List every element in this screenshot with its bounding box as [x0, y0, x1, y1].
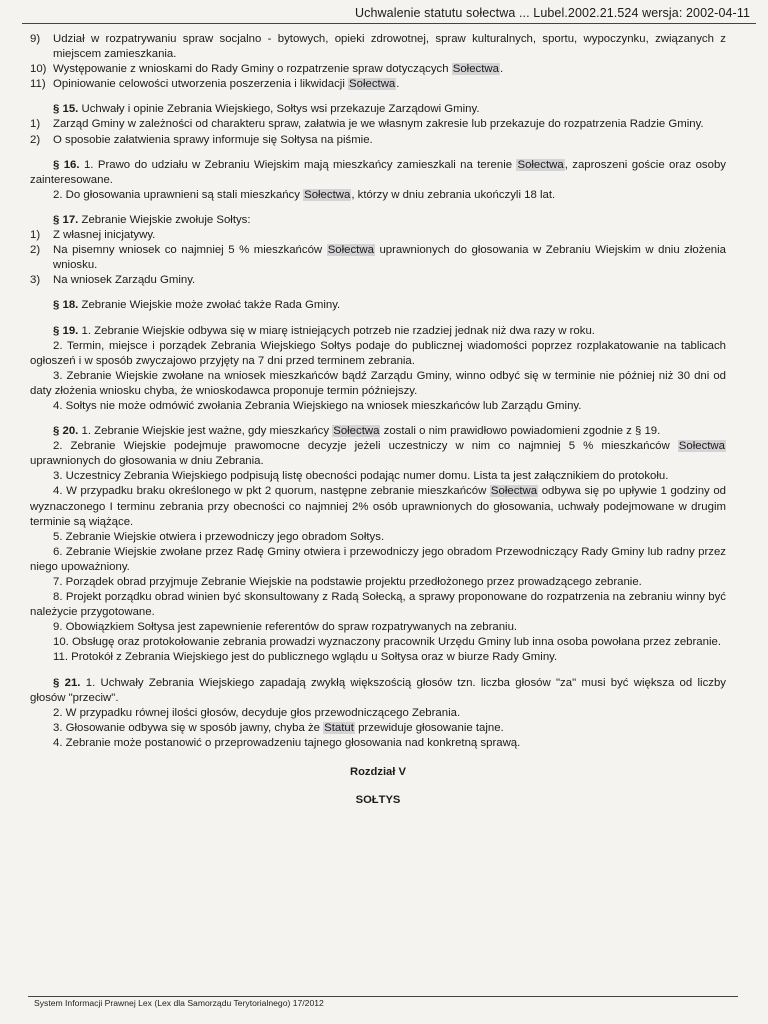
- list-text: Występowanie z wnioskami do Rady Gminy o rozpatrzenie spraw dotyczących: [53, 63, 452, 76]
- para-text-end: odbywa się po upływie 1 godziny od wyznaczonego I terminu zebrania przy obecności co najmniej 2% osób uprawnionych do głosowania, uchwały podejmowane w drugim terminie są wiążące.: [30, 485, 726, 528]
- chapter-title: SOŁTYS: [355, 794, 401, 807]
- list-item: [30, 117, 726, 132]
- list-text-end: .: [396, 78, 400, 91]
- list-item: [30, 62, 726, 77]
- para-text: 1. Zebranie Wiejskie odbywa się w miarę istniejących potrzeb nie rzadziej jednak niż dwa razy w roku.: [81, 324, 595, 337]
- list-item: [30, 243, 726, 273]
- section-20-para-11: 11. Protokół z Zebrania Wiejskiego jest do publicznego wglądu u Sołtysa oraz w biurze Rady Gminy.: [53, 651, 558, 664]
- section-heading: § 17.: [53, 213, 79, 226]
- list-number: 3): [30, 274, 41, 287]
- section-19-para-2: 2. Termin, miejsce i porządek Zebrania Wiejskiego Sołtys podaje do publicznej wiadomości poprzez rozplakatowanie na tablicach ogłoszeń i w sposób zwyczajowo przyjęty na 7 dni przed terminem zebrania.: [30, 339, 726, 367]
- highlighted-term: Sołectwa: [349, 78, 396, 91]
- section-19-para-4: 4. Sołtys nie może odmówić zwołania Zebrania Wiejskiego na wniosek mieszkańców lub Zarządu Gminy.: [53, 399, 582, 412]
- section-21-para-1: [30, 676, 726, 706]
- list-text-end: .: [499, 63, 504, 76]
- section-20-para-3: 3. Uczestnicy Zebrania Wiejskiego podpisują listę obecności podając numer domu. Lista ta jest załącznikiem do protokołu.: [53, 470, 669, 483]
- section-19-para-1: [30, 324, 726, 339]
- section-20-para-1: [30, 424, 726, 439]
- section-20-para-8: 8. Projekt porządku obrad winien być skonsultowany z Radą Sołecką, a sprawy proponowane do rozpatrzenia na zebraniu winny być należycie przygotowane.: [30, 591, 726, 619]
- highlighted-term: Statut: [324, 721, 354, 734]
- document-header: Uchwalenie statutu sołectwa ... Lubel.2002.21.524 wersja: 2002-04-11: [354, 6, 750, 20]
- list-item: [30, 273, 726, 288]
- para-text-end: , zaproszeni goście oraz osoby zainteresowane.: [30, 158, 726, 186]
- section-20-para-4: [30, 484, 726, 529]
- list-text: Udział w rozpatrywaniu spraw socjalno - bytowych, opieki zdrowotnej, spraw kulturalnych, sportu, wypoczynku, związanych z miejscem zamieszkania.: [53, 33, 726, 61]
- para-text: 4. W przypadku braku określonego w pkt 2 quorum, następne zebranie mieszkańców: [53, 485, 490, 498]
- para-text-end: zostali o nim prawidłowo powiadomieni zgodnie z § 19.: [380, 425, 661, 438]
- section-heading: § 18.: [53, 299, 79, 312]
- list-number: 1): [30, 118, 41, 131]
- highlighted-term: Sołectwa: [678, 440, 725, 453]
- document-body: [30, 32, 726, 808]
- footer-divider: [28, 996, 738, 997]
- header-divider: [22, 23, 756, 24]
- list-text: Na wniosek Zarządu Gminy.: [53, 274, 196, 287]
- section-heading: § 15.: [53, 103, 79, 116]
- para-text: 2. Zebranie Wiejskie podejmuje prawomocne decyzje jeżeli uczestniczy w nim co najmniej 5 % mieszkańców: [53, 440, 678, 453]
- list-text: Opiniowanie celowości utworzenia poszerzenia i likwidacji: [53, 78, 349, 91]
- section-text: Uchwały i opinie Zebrania Wiejskiego, Sołtys wsi przekazuje Zarządowi Gminy.: [81, 103, 480, 116]
- section-16-para-2: [30, 188, 726, 203]
- highlighted-term: Sołectwa: [517, 158, 564, 171]
- list-text: Z własnej inicjatywy.: [53, 229, 156, 242]
- para-text: 1. Prawo do udziału w Zebraniu Wiejskim mają mieszkańcy zamieszkali na terenie: [83, 158, 517, 171]
- list-item: [30, 228, 726, 243]
- section-19-para-3: 3. Zebranie Wiejskie zwołane na wniosek mieszkańców bądź Zarządu Gminy, winno odbyć się w terminie nie później niż 30 dni od daty złożenia wniosku chyba, że wnioskodawca proponuje termin późniejszy.: [30, 369, 726, 397]
- section-heading: § 20.: [53, 425, 79, 438]
- section-15: [30, 102, 726, 117]
- list-number: 10): [30, 63, 47, 76]
- highlighted-term: Sołectwa: [304, 188, 351, 201]
- para-text-end: , którzy w dniu zebrania ukończyli 18 lat.: [351, 188, 556, 201]
- section-20-para-9: 9. Obowiązkiem Sołtysa jest zapewnienie referentów do spraw rozpatrywanych na zebraniu.: [53, 621, 518, 634]
- section-21-para-2: 2. W przypadku równej ilości głosów, decyduje głos przewodniczącego Zebrania.: [53, 706, 461, 719]
- list-number: 2): [30, 244, 41, 257]
- para-text: 2. Do głosowania uprawnieni są stali mieszkańcy: [53, 188, 304, 201]
- section-20-para-5: 5. Zebranie Wiejskie otwiera i przewodniczy jego obradom Sołtys.: [53, 530, 385, 543]
- list-text: Na pisemny wniosek co najmniej 5 % mieszkańców: [53, 244, 327, 257]
- para-text: 3. Głosowanie odbywa się w sposób jawny, chyba że: [53, 721, 324, 734]
- list-item: [30, 32, 726, 62]
- para-text: 1. Uchwały Zebrania Wiejskiego zapadają zwykłą większością głosów tzn. liczba głosów "za" musi być większa od liczby głosów "przeciw".: [30, 676, 726, 704]
- chapter-label: Rozdział V: [350, 766, 406, 779]
- highlighted-term: Sołectwa: [490, 485, 538, 498]
- section-heading: § 16.: [53, 158, 80, 171]
- section-18: [30, 298, 726, 313]
- highlighted-term: Sołectwa: [327, 244, 374, 257]
- highlighted-term: Sołectwa: [333, 425, 380, 438]
- section-21-para-3: [30, 721, 726, 736]
- section-20-para-7: 7. Porządek obrad przyjmuje Zebranie Wiejskie na podstawie projektu przedłożonego przez prowadzącego zebranie.: [53, 576, 642, 588]
- list-number: 2): [30, 133, 41, 146]
- section-heading: § 21.: [53, 676, 81, 689]
- para-text: 1. Zebranie Wiejskie jest ważne, gdy mieszkańcy: [81, 425, 333, 438]
- list-item: [30, 133, 726, 148]
- list-number: 11): [30, 78, 46, 91]
- section-20-para-2: [30, 439, 726, 469]
- para-text-end: uprawnionych do głosowania w dniu Zebrania.: [30, 455, 264, 468]
- section-heading: § 19.: [53, 324, 79, 337]
- section-text: Zebranie Wiejskie zwołuje Sołtys:: [81, 213, 251, 226]
- list-text-end: uprawnionych do głosowania w Zebraniu Wiejskim w dniu złożenia wniosku.: [53, 244, 726, 272]
- list-text: Zarząd Gminy w zależności od charakteru spraw, załatwia je we własnym zakresie lub przekazuje do rozpatrzenia Radzie Gminy.: [53, 118, 704, 131]
- document-footer: System Informacji Prawnej Lex (Lex dla Samorządu Terytorialnego) 17/2012: [34, 998, 324, 1008]
- list-number: 1): [30, 229, 41, 242]
- para-text-end: przewiduje głosowanie tajne.: [354, 721, 504, 734]
- section-21-para-4: 4. Zebranie może postanowić o przeprowadzeniu tajnego głosowania nad konkretną sprawą.: [53, 736, 521, 749]
- list-text: O sposobie załatwienia sprawy informuje się Sołtysa na piśmie.: [53, 133, 373, 146]
- section-16-para-1: [30, 158, 726, 188]
- section-20-para-10: 10. Obsługę oraz protokołowanie zebrania prowadzi wyznaczony pracownik Urzędu Gminy lub inna osoba powołana przez zebranie.: [53, 636, 721, 649]
- highlighted-term: Sołectwa: [452, 63, 499, 76]
- section-text: Zebranie Wiejskie może zwołać także Rada Gminy.: [81, 299, 341, 312]
- list-number: 9): [30, 33, 41, 45]
- section-17: [30, 213, 726, 228]
- section-20-para-6: 6. Zebranie Wiejskie zwołane przez Radę Gminy otwiera i przewodniczy jego obradom Przewodniczący Rady Gminy lub radny przez niego upoważniony.: [30, 545, 726, 573]
- list-item: [30, 77, 726, 92]
